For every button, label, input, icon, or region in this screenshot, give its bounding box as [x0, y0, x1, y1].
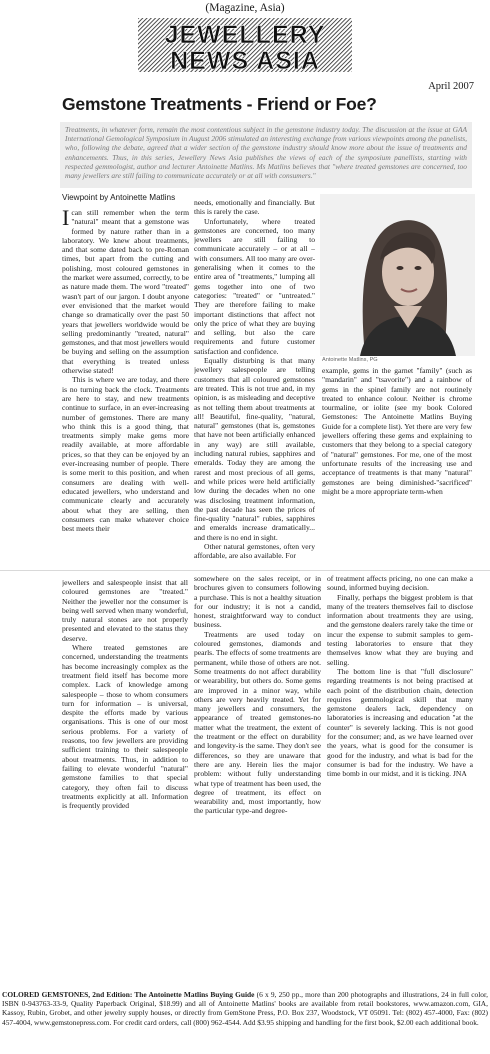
standfirst: Treatments, in whatever form, remain the most contentious subject in the gemstone industry today. The discussion at the issue at GAA International Gemological Symposium in August 2006 stimulated an interesting exchange from various viewpoints among the panelists, who, following the debate, agreed that a wider section of the gemstone industry should know more about the issue of treatments and enhancements. Thus, in this series, Jewellery News Asia publishes the views of each of the symposium panellists, starting with respected gemmologist, author and lecturer Antoinette Matlins. Ms Matlins believes that "where treated gemstones are concerned, too many jewellers are still failing to communicate accurately or at all with consumers." [60, 122, 472, 188]
footer-lead: COLORED GEMSTONES, 2nd Edition: The Antoinette Matlins Buying Guide [2, 990, 255, 999]
article-column-3 [322, 366, 472, 562]
drop-cap: I [62, 208, 70, 230]
paragraph: This is where we are today, and there is no turning back the clock. Treatments are here to stay, and new treatments continue to surface, in an ever-increasing number of gemstones. There are many who think this is a good thing, that treatments simply make gems more readily available, at more affordable prices, so that they can be enjoyed by an ever-increasing number of people. There is some merit to this position, and when consumers are dealing with well-educated jewellers, who understand and communicate clearly and accurately about what they are selling, then consumers can make whatever choice best meets their [62, 375, 189, 534]
paragraph: Treatments are used today on coloured gemstones, diamonds and pearls. The effects of some treatments are permanent, while those of others are not. Some treatments do not affect durability or wearability, but others do. Some gems are improved in a minor way, while others are very heavily treated. Yet for many jewellers and consumers, the appearance of treated gemstones-no matter what the treatment, the extent of the treatment or the effect on durability and longevity-is the same. They don't see differences, so they are unaware that there are any. Herein lies the major problem: without fully understanding what type of treatment has been used, the degree of treatment, its effect on wearability and, most importantly, how the particular type-and degree- [194, 629, 321, 816]
article-column-6 [327, 574, 473, 984]
paragraph: of treatment affects pricing, no one can make a sound, informed buying decision. [327, 574, 473, 593]
paragraph: jewellers and salespeople insist that all coloured gemstones are "treated." Neither the jeweller nor the consumer is being well served when many wonderful, truly natural stones are not properly presented and elevated to the status they deserve. [62, 578, 188, 643]
paragraph: Equally disturbing is that many jewellery salespeople are telling customers that all coloured gemstones are treated. This is not true and, in my opinion, is as misleading and deceptive as not telling them about treatments at all! Beautiful, fine-quality, "natural, natural" gemstones (that is, gemstones that have not been artificially enhanced in any way) are still available, including natural rubies, sapphires and emeralds. Today they are among the rarest and most precious of all gems, and while prices were held artificially low during the decades when no one was disclosing treatment information, the past decade has seen the prices of fine-quality "natural" rubies, sapphires and emeralds increase dramatically... and there is no end in sight. [194, 356, 315, 542]
masthead-line2: NEWS ASIA [170, 47, 320, 72]
issue-date: April 2007 [428, 81, 474, 92]
section-divider [0, 570, 490, 571]
paragraph-text: can still remember when the term "natural" meant that a gemstone was formed by nature rather than in a laboratory. We knew about treatments, and that some dated back to pre-Roman times, but apart from the cutting and polishing, most coloured gemstones in the market were assumed, correctly, to be as nature made them. The word "treated" wasn't part of our jargon. I doubt anyone ever envisioned that the market would change so dramatically over the past 50 years that jewellers worldwide would be selling predominantly "treated, natural" gemstones, and that most jewellers would be buying and selling on the assumption that everything is treated unless otherwise stated! [62, 208, 189, 376]
paragraph: Unfortunately, where treated gemstones are concerned, too many jewellers are still failing to communicate accurately – or at all – with consumers. All too many are over-generalising when it comes to the entire area of "treatments," lumping all gems together into one of two categories: "treated" or "untreated." They are therefore failing to make important distinctions that affect not only the price of what they are buying and selling, but also the care requirements and future customer satisfaction and confidence. [194, 216, 315, 356]
book-promo-footer [2, 990, 488, 1027]
paragraph: Finally, perhaps the biggest problem is that many of the treaters themselves fail to disclose information about treatments they are using, and the gemstone dealers rarely take the time or incur the expense to submit samples to gem-testing laboratories to ensure that they themselves know what they are buying and selling. [327, 592, 473, 667]
masthead-logo [138, 18, 352, 72]
footer-text: (6 x 9, 250 pp., more than 200 photographs and illustrations, 24 in full color, ISBN 0-943763-33-9, Quality Paperback Original, $18.99) and all of Antoinette Matlins' books are available from retail bookstores, www.amazon.com, GIA, Kassoy, Rubin, Grobet, and other jewelry supply houses, or directly from GemStone Press, P.O. Box 237, Woodstock, VT 05091. Tel: (802) 457-4000, Fax: (802) 457-4004, www.gemstonepress.com. For credit card orders, call (800) 962-4544. Add $3.95 shipping and handling for the first book, $2.00 each additional book. [2, 990, 489, 1027]
paragraph: The bottom line is that "full disclosure" regarding treatments is not being practised at each point of the distribution chain, detection requires gemmological skill that many gemstone dealers lack, dependency on laboratories is increasing and education "at the counter" is severely lacking. This is not good for the consumer; and, as we have learned over the years, what is good for the consumer is good for the industry, and what is bad for the consumer is bad for the industry. We have a time bomb in our midst, and it is ticking. JNA [327, 666, 473, 779]
article-column-5 [194, 574, 321, 984]
paragraph: Other natural gemstones, often very affordable, are also available. For [194, 541, 315, 561]
paragraph: somewhere on the sales receipt, or in brochures given to consumers following a purchase. This is not a healthy situation for our industry; it is not a candid, honest, straightforward way to conduct business. [194, 574, 321, 630]
article-column-2 [194, 198, 315, 562]
paragraph: example, gems in the garnet "family" (such as "mandarin" and "tsavorite") and a rainbow of gems in the spinel family are not routinely treated to enhance colour. Neither is chrome tourmaline, or iolite (see my book Colored Gemstones: The Antoinette Matlins Buying Guide for a complete list). Yet there are very few jewellers offering these gems and explaining to customers that they belong to a special category of "natural" gemstones. For me, one of the most unfortunate results of the increasing use and acceptance of treatments is that many "natural" gemstones are being diminished-"sacrificed" might be a more appropriate term-when [322, 366, 472, 496]
article-column-4 [62, 578, 188, 984]
paragraph: needs, emotionally and financially. But this is rarely the case. [194, 198, 315, 217]
paragraph [62, 208, 189, 375]
paragraph: Where treated gemstones are concerned, understanding the treatments has become increasingly complex as the treatment field itself has become more complex. Lack of knowledge among salespeople – those to whom consumers turn for information – is universal, despite the efforts made by various organisations. This is one of our most serious problems. For a variety of reasons, too few jewellers are providing sufficient training to their salespeople about treatments. Thus, in addition to failing to elevate wonderful "natural" gemstone families to that special category, they often fail to discuss treatments explicitly at all. Information is frequently provided [62, 643, 188, 811]
source-tag: (Magazine, Asia) [205, 2, 285, 14]
masthead-line1: JEWELLERY [164, 21, 326, 49]
photo-caption: Antoinette Matlins, PG [322, 357, 378, 363]
byline: Viewpoint by Antoinette Matlins [62, 193, 176, 202]
headline: Gemstone Treatments - Friend or Foe? [62, 94, 377, 114]
article-column-1 [62, 208, 189, 562]
author-portrait [320, 194, 475, 356]
